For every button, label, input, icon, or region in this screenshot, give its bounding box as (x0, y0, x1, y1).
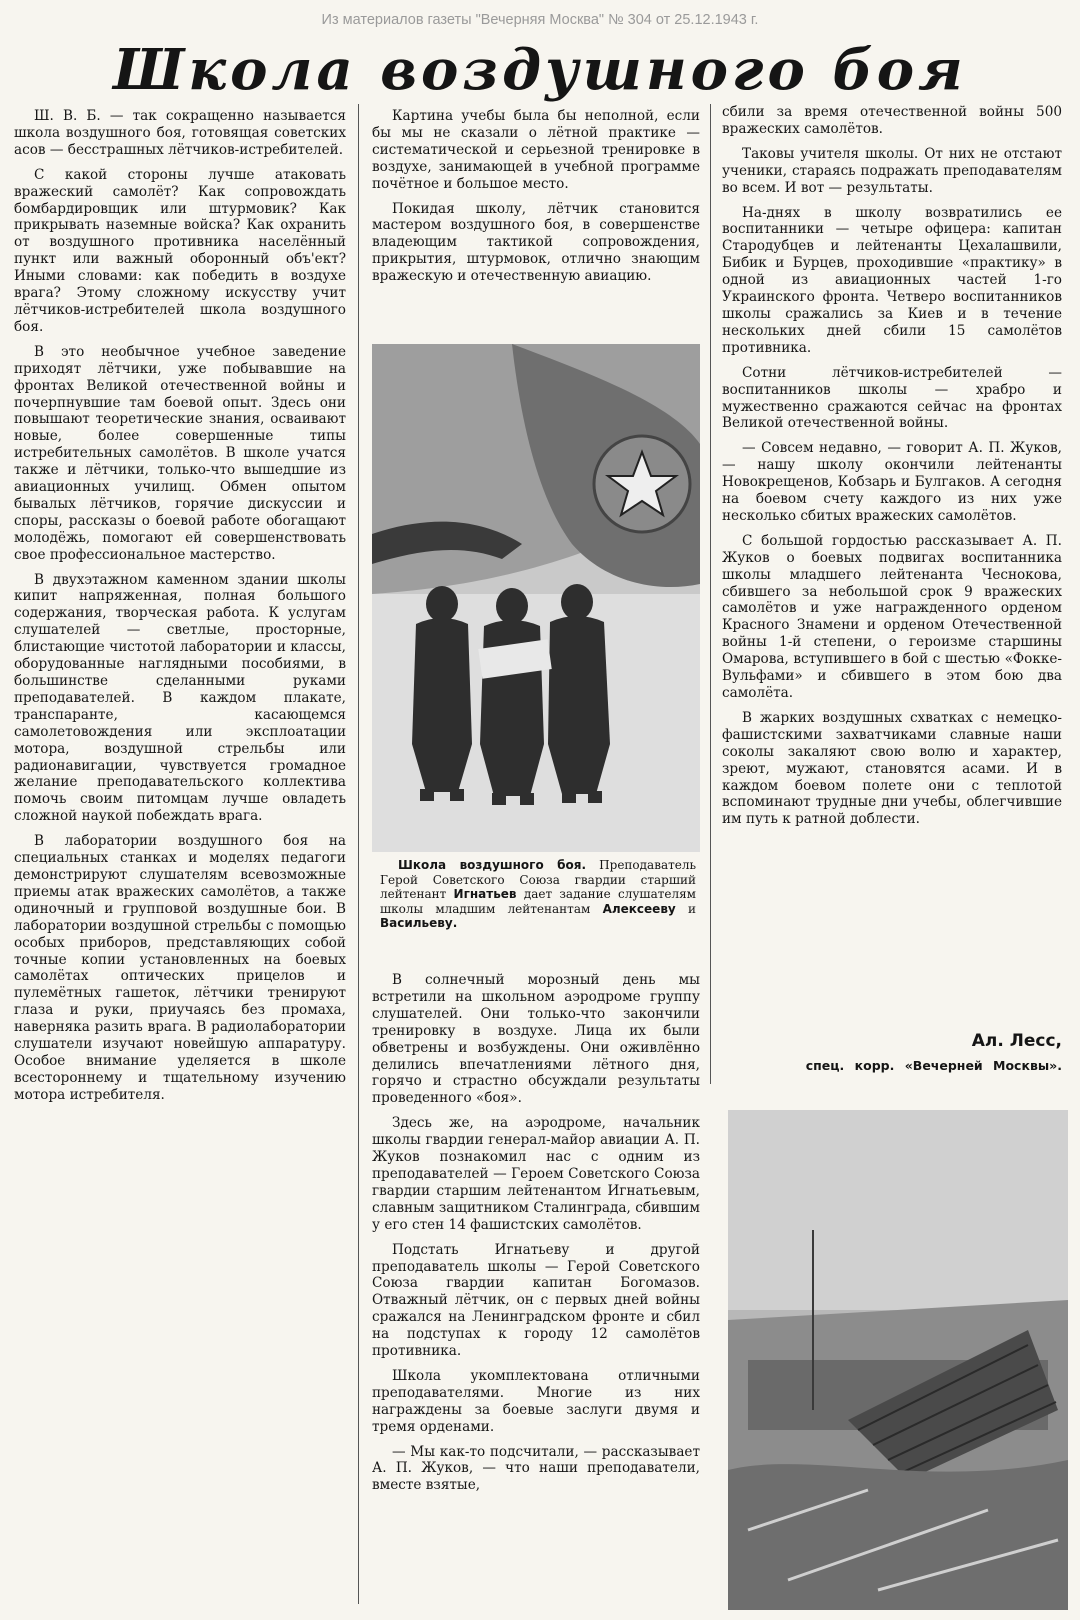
paragraph: Школа укомплектована отличными преподавателями. Многие из них награждены за боевые заслуги двумя и тремя орденами. (372, 1367, 700, 1435)
paragraph: Сотни лётчиков-истребителей — воспитанников школы — храбро и мужественно сражаются сейчас на фронтах Великой отечественной войны. (722, 364, 1062, 432)
caption-title: Школа воздушного боя. (398, 858, 587, 872)
paragraph: Подстать Игнатьеву и другой преподаватель школы — Герой Советского Союза гвардии капитан Богомазов. Отважный лётчик, он с первых дней войны сражался на Ленинградском фронте и сбил на подступах к городу 12 самолётов противника. (372, 1241, 700, 1360)
column-2-bottom (372, 972, 700, 1502)
paragraph: — Совсем недавно, — говорит А. П. Жуков, — нашу школу окончили лейтенанты Новокрещенов, Кобзарь и Булгаков. А сегодня на боевом счету каждого из них уже несколько сбитых вражеских самолётов. (722, 440, 1062, 524)
paragraph: На-днях в школу возвратились ее воспитанники — четыре офицера: капитан Стародубцев и лейтенанты Цехалашвили, Бибик и Бурцев, проходившие «практику» в одной из авиационных частей 1-го Украинского фронта. Четверо воспитанников школы сражались за Киев и в течение нескольких дней сбили 15 самолётов противника. (722, 204, 1062, 356)
paragraph: сбили за время отечественной войны 500 вражеских самолётов. (722, 104, 1062, 137)
article-headline: Школа воздушного боя (113, 37, 967, 103)
paragraph: В это необычное учебное заведение приходят лётчики, уже побывавшие на фронтах Великой отечественной войны и почерпнувшие там боевой опыт. Здесь они повышают теоретические знания, осваивают новые, более совершенные типы истребительных самолётов. В школе учатся также и лётчики, только-что вышедшие из авиационных училищ. Обмен опытом бывалых лётчиков, горячие дискуссии и споры, рассказы о боевой работе обогащают молодёжь, помогают ей совершенствовать свое профессиональное мастерство. (14, 343, 346, 563)
paragraph: Ш. В. Б. — так сокращенно называется школа воздушного боя, готовящая советских асов — бесстрашных лётчиков-истребителей. (14, 108, 346, 158)
caption-text: Преподаватель Герой Советского Союза гвардии старший лейтенант (380, 858, 696, 901)
column-divider (358, 104, 359, 1604)
paragraph: — Мы как-то подсчитали, — рассказывает А. П. Жуков, — что наши преподаватели, вместе взятые, (372, 1443, 700, 1494)
paragraph: Здесь же, на аэродроме, начальник школы гвардии генерал-майор авиации А. П. Жуков познакомил нас с одним из преподавателей — Героем Советского Союза гвардии старшим лейтенантом Игнатьевым, славным защитником Сталинграда, сбившим у его стен 14 фашистских самолётов. (372, 1115, 700, 1233)
paragraph: Картина учебы была бы неполной, если бы мы не сказали о лётной практике — систематической и серьезной тренировке в воздухе, занимающей в учебной программе почётное и большое место. (372, 108, 700, 192)
column-divider (710, 104, 711, 1084)
paragraph: Таковы учителя школы. От них не отстают ученики, стараясь подражать преподавателям во всем. И вот — результаты. (722, 145, 1062, 196)
photo-airfield (728, 1110, 1068, 1610)
paragraph: В двухэтажном каменном здании школы кипит напряженная, полная большого содержания, творческая работа. К услугам слушателей — светлые, просторные, блистающие чистотой лаборатории и классы, оборудованные наглядными пособиями, в большинстве сделанными руками преподавателей. В каждом плакате, транспаранте, касающемся самолетовождения или эксплоатации мотора, воздушной стрельбы или радионавигации, чувствуется громадное желание преподавательского коллектива помочь своим питомцам лучше овладеть сложной наукой побеждать врага. (14, 571, 346, 825)
paragraph: Покидая школу, лётчик становится мастером воздушного боя, в совершенстве владеющим тактикой сопровождения, прикрытия, штурмовок, отлично знающим вражескую и отечественную авиацию. (372, 200, 700, 285)
caption-name: Игнатьев (453, 887, 517, 901)
paragraph: С большой гордостью рассказывает А. П. Жуков о боевых подвигах воспитанника школы младшего лейтенанта Чеснокова, сбившего за небольшой срок 9 вражеских самолётов и уже награжденного орденом Красного Знамени и орденом Отечественной войны 1-й степени, о героизме старшины Омарова, вступившего в бой с шестью «Фокке-Вульфами» и сбившего в этом бою два самолёта. (722, 532, 1062, 701)
column-2-top (372, 108, 700, 293)
paragraph: С какой стороны лучше атаковать вражеский самолёт? Как сопровождать бомбардировщик или штурмовик? Как прикрывать наземные войска? Как охранить от воздушного противника населённый пункт или важный оборонный объ'ект? Иными словами: как победить в воздухе врага? Этому сложному искусству учит лётчиков-истребителей школа воздушного боя. (14, 166, 346, 335)
column-1 (14, 108, 346, 1112)
paragraph: В лаборатории воздушного боя на специальных станках и моделях педагоги демонстрируют слушателям всевозможные приемы атак вражеских самолётов, а также одиночный и групповой воздушные бои. В лаборатории воздушной стрельбы с помощью особых приборов, представляющих собой точные копии установленных на боевых самолётах оптических прицелов и пулемётных гашеток, лётчики тренируют глаза и руки, приучаясь без промаха, наверняка разить врага. В радиолаборатории слушатели изучают новейшую аппаратуру. Особое внимание уделяется в школе всестороннему и тщательному изучению мотора истребителя. (14, 833, 346, 1103)
author-role: спец. корр. «Вечерней Москвы». (805, 1058, 1062, 1073)
paragraph: В жарких воздушных схватках с немецко-фашистскими захватчиками славные наши соколы закаляют свою волю и характер, зреют, мужают, становятся асами. И в каждом боевом полете они с теплотой вспоминают трудные дни учебы, облегчившие им путь к ратной доблести. (722, 709, 1062, 828)
caption-name: Васильеву. (380, 916, 458, 930)
author-signature: Ал. Лесс, (971, 1031, 1062, 1051)
source-note: Из материалов газеты "Вечерняя Москва" № 304 от 25.12.1943 г. (321, 12, 759, 28)
caption-text: и (675, 901, 696, 916)
column-3 (722, 104, 1062, 836)
photo-caption (380, 858, 696, 931)
caption-name: Алексееву (602, 901, 676, 916)
photo-pilots (372, 344, 700, 852)
caption-text: дает задание слушателям школы младшим лейтенантам (380, 887, 696, 916)
paragraph: В солнечный морозный день мы встретили на школьном аэродроме группу слушателей. Они только-что закончили тренировку в воздухе. Лица их были обветрены и возбуждены. Они оживлённо делились впечатлениями лётного дня, горячо и страстно обсуждали результаты проведенного «боя». (372, 972, 700, 1107)
